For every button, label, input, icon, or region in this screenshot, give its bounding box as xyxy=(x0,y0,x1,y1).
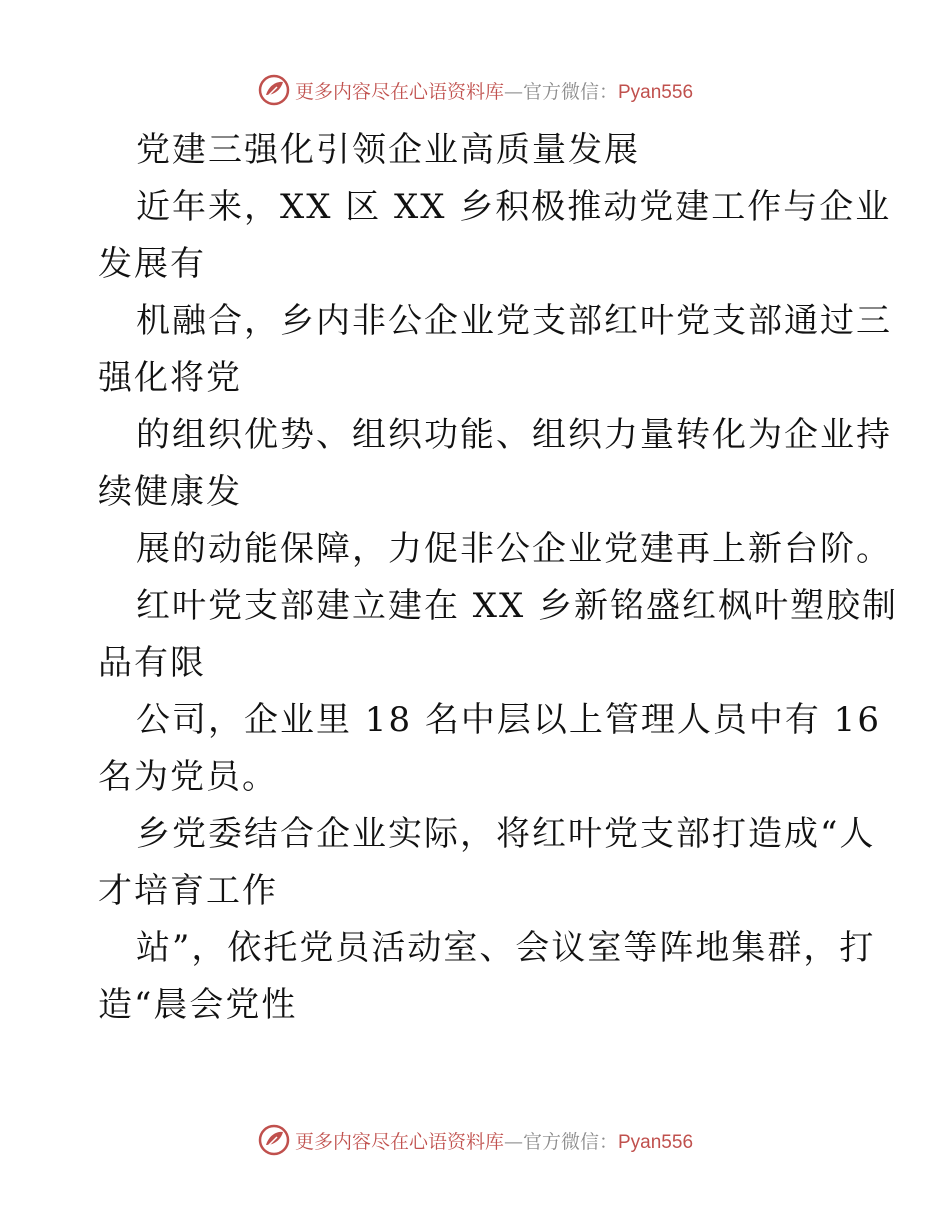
watermark-brand: 更多内容尽在心语资料库 xyxy=(294,1130,504,1153)
paragraph-line: 公司，企业里 18 名中层以上管理人员中有 16 xyxy=(136,700,881,740)
watermark-label: 官方微信： xyxy=(522,80,618,103)
watermark-label: 官方微信： xyxy=(522,1130,618,1153)
paragraph-line: 造“晨会党性 xyxy=(98,985,298,1025)
paragraph-line: 的组织优势、组织功能、组织力量转化为企业持 xyxy=(136,415,892,455)
paragraph-line: 红叶党支部建立建在 XX 乡新铭盛红枫叶塑胶制 xyxy=(136,586,899,626)
paragraph-line: 发展有 xyxy=(98,244,206,284)
watermark-text xyxy=(295,77,693,104)
paragraph-line: 品有限 xyxy=(98,643,206,683)
paragraph-line: 乡党委结合企业实际，将红叶党支部打造成“人 xyxy=(136,814,876,854)
footer-watermark xyxy=(0,1120,950,1160)
header-watermark xyxy=(0,70,950,110)
paragraph-line: 站”，依托党员活动室、会议室等阵地集群，打 xyxy=(136,928,876,968)
document-title: 党建三强化引领企业高质量发展 xyxy=(136,130,640,170)
watermark-separator: — xyxy=(503,1130,523,1153)
paragraph-line: 续健康发 xyxy=(98,472,242,512)
watermark-wechat-id: Pyan556 xyxy=(618,1131,694,1153)
paragraph-line: 名为党员。 xyxy=(98,757,278,797)
watermark-wechat-id: Pyan556 xyxy=(618,81,694,103)
document-body xyxy=(98,122,899,1034)
paragraph-line: 展的动能保障，力促非公企业党建再上新台阶。 xyxy=(136,529,892,569)
leaf-logo-icon xyxy=(257,73,291,107)
watermark-separator: — xyxy=(503,80,523,103)
watermark-brand: 更多内容尽在心语资料库 xyxy=(294,80,504,103)
watermark-text xyxy=(295,1127,693,1154)
leaf-logo-icon xyxy=(257,1123,291,1157)
paragraph-line: 强化将党 xyxy=(98,358,242,398)
paragraph-line: 机融合，乡内非公企业党支部红叶党支部通过三 xyxy=(136,301,892,341)
paragraph-line: 近年来，XX 区 XX 乡积极推动党建工作与企业 xyxy=(136,187,892,227)
paragraph-line: 才培育工作 xyxy=(98,871,278,911)
